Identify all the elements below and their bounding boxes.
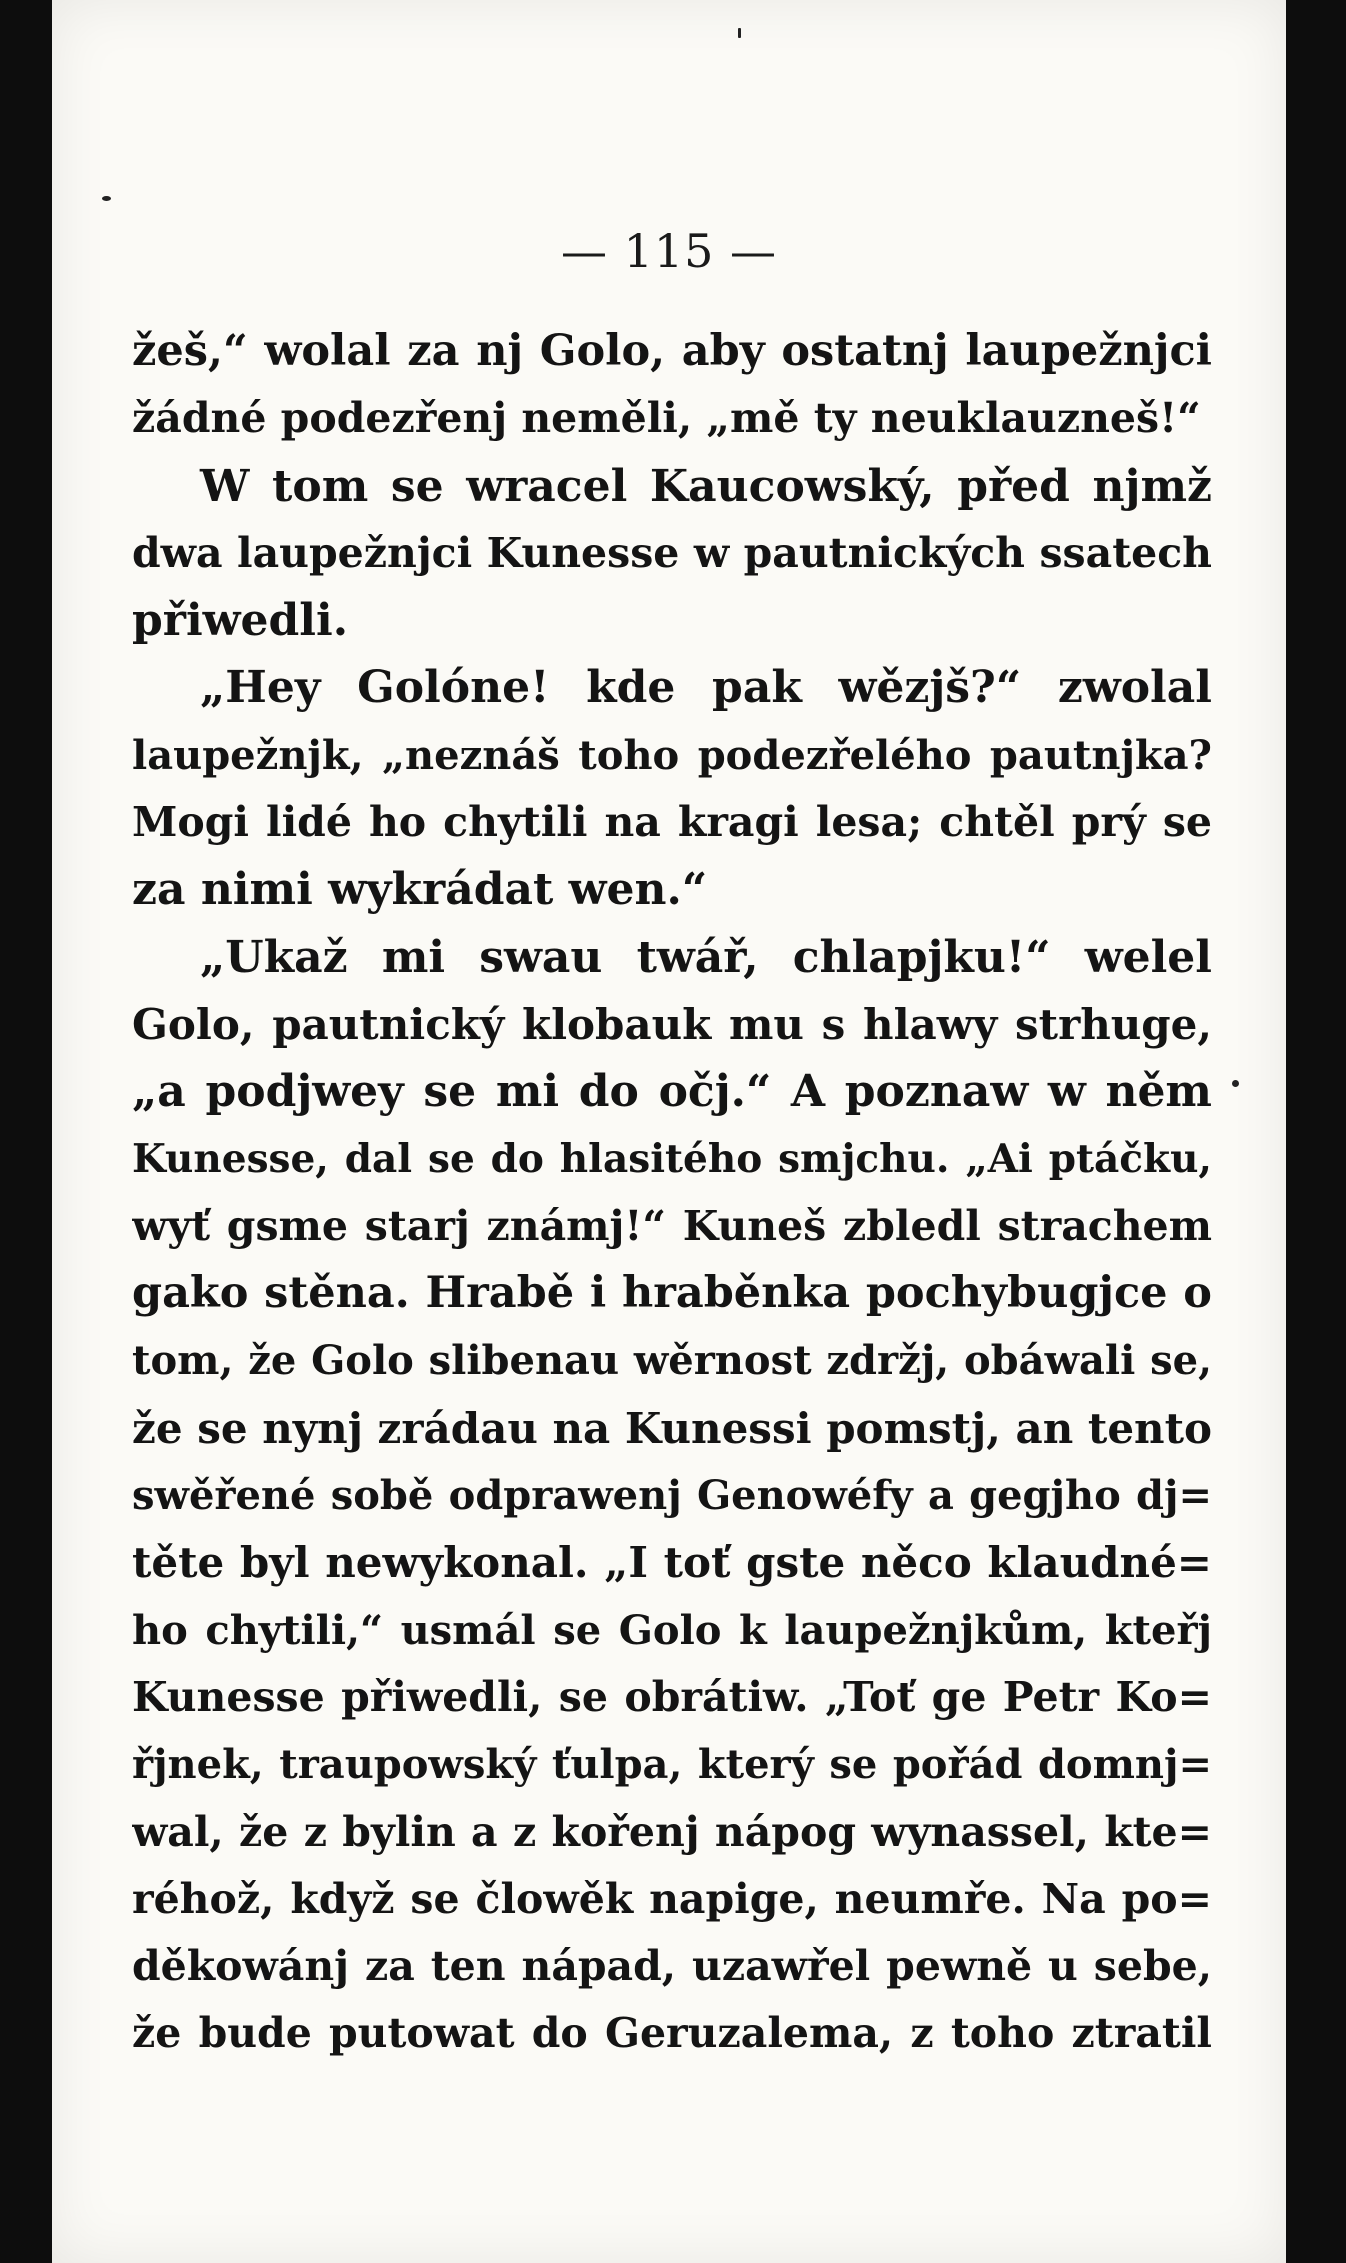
text-line: laupežnjk, „neznáš toho podezřelého pautnjka? — [132, 731, 1212, 779]
text-line: „Ukaž mi swau twář, chlapjku!“ welel — [200, 931, 1212, 983]
text-line: těte byl newykonal. „I toť gste něco klaudné= — [132, 1538, 1212, 1588]
text-line: že se nynj zrádau na Kunessi pomstj, an tento — [132, 1403, 1212, 1453]
print-speck — [1232, 1080, 1239, 1087]
text-line: přiwedli. — [132, 595, 349, 647]
text-line: dwa laupežnjci Kunesse w pautnických ssatech — [132, 528, 1212, 577]
text-line: „a podjwey se mi do očj.“ A poznaw w něm — [132, 1066, 1212, 1118]
text-line: Mogi lidé ho chytili na kragi lesa; chtěl prý se — [132, 798, 1212, 847]
print-speck — [738, 28, 741, 38]
text-line: za nimi wykrádat wen.“ — [132, 864, 708, 916]
page-number: — 115 — — [560, 224, 778, 278]
text-line: ho chytili,“ usmál se Golo k laupežnjkům, kteřj — [132, 1606, 1212, 1654]
text-line: gako stěna. Hrabě i hraběnka pochybugjce o — [132, 1268, 1212, 1319]
text-line: „Hey Golóne! kde pak wězjš?“ zwolal — [200, 662, 1212, 714]
text-line: děkowánj za ten nápad, uzawřel pewně u sebe, — [132, 1942, 1212, 1991]
text-line: W tom se wracel Kaucowský, před njmž — [200, 460, 1212, 512]
text-line: Kunesse přiwedli, se obrátiw. „Toť ge Petr Ko= — [132, 1672, 1212, 1721]
text-line: že bude putowat do Geruzalema, z toho ztratil — [132, 2009, 1212, 2058]
print-speck — [102, 196, 111, 201]
text-line: řjnek, traupowský ťulpa, který se pořád domnj= — [132, 1741, 1212, 1789]
text-line: wal, že z bylin a z kořenj nápog wynassel, kte= — [132, 1807, 1212, 1856]
text-line: swěřené sobě odprawenj Genowéfy a gegjho dj= — [132, 1472, 1212, 1520]
text-line: Kunesse, dal se do hlasitého smjchu. „Ai ptáčku, — [132, 1135, 1212, 1182]
body-text — [132, 318, 1212, 2068]
text-line: Golo, pautnický klobauk mu s hlawy strhuge, — [132, 999, 1212, 1049]
text-line: réhož, když se člowěk napige, neumře. Na po= — [132, 1874, 1212, 1923]
text-line: tom, že Golo slibenau wěrnost zdržj, obáwali se, — [132, 1337, 1212, 1385]
text-line: žeš,“ wolal za nj Golo, aby ostatnj laupežnjci — [132, 326, 1212, 376]
text-line: wyť gsme starj známj!“ Kuneš zbledl strachem — [132, 1201, 1212, 1250]
text-line: žádné podezřenj neměli, „mě ty neuklauzneš!“ — [132, 394, 1201, 443]
book-page — [52, 0, 1286, 2263]
